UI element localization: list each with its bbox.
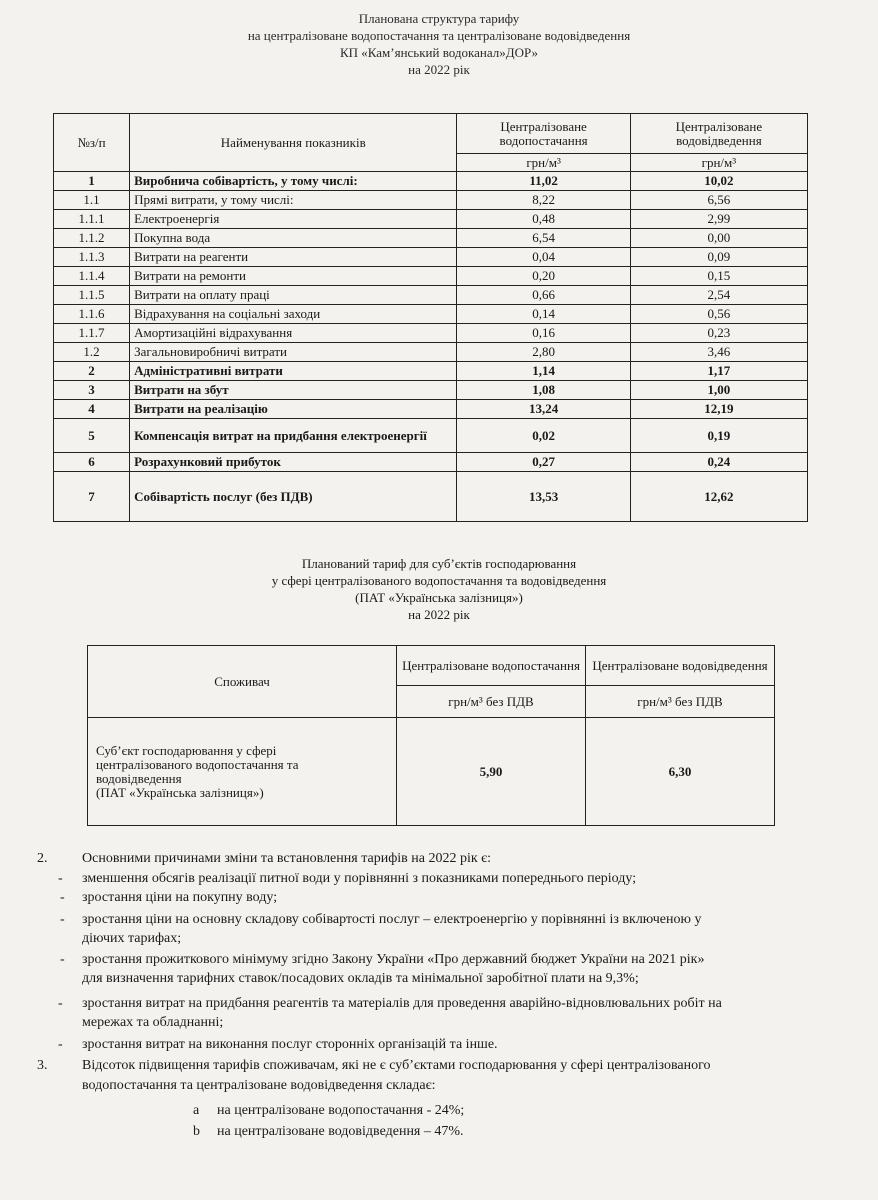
section-2-heading: Основними причинами зміни та встановлення тарифів на 2022 рік є:	[82, 851, 492, 866]
subtitle-line-1: Планований тариф для суб’єктів господарювання	[301, 556, 577, 571]
table-row	[54, 419, 808, 453]
row-name: Витрати на реалізацію	[130, 400, 457, 419]
row-number: 1	[54, 172, 130, 191]
table-row	[54, 362, 808, 381]
row-water-value: 0,27	[457, 453, 630, 472]
row-sewer-value: 0,09	[630, 248, 807, 267]
section-3-line-1: Відсоток підвищення тарифів споживачам, які не є суб’єктами господарювання у сфері централізованого	[82, 1058, 711, 1073]
reason-item-continued: діючих тарифах;	[82, 931, 182, 946]
table-row	[54, 229, 808, 248]
row-number: 1.1.5	[54, 286, 130, 305]
row-name: Електроенергія	[130, 210, 457, 229]
item-a-label: a	[193, 1103, 200, 1118]
consumer-line-4: (ПАТ «Українська залізниця»)	[96, 784, 264, 800]
row-water-value: 0,66	[457, 286, 630, 305]
row-water-value: 6,54	[457, 229, 630, 248]
col-header-sewer: Централізоване водовідведення	[630, 114, 807, 154]
col-header-water: Централізоване водопостачання	[397, 646, 586, 686]
row-water-value: 1,08	[457, 381, 630, 400]
row-name: Витрати на реагенти	[130, 248, 457, 267]
row-sewer-value: 1,17	[630, 362, 807, 381]
unit-sewer: грн/м³	[630, 154, 807, 172]
row-sewer-value: 6,56	[630, 191, 807, 210]
row-number: 3	[54, 381, 130, 400]
row-name: Амортизаційні відрахування	[130, 324, 457, 343]
unit-sewer: грн/м³ без ПДВ	[586, 686, 775, 718]
table-row	[54, 381, 808, 400]
row-number: 4	[54, 400, 130, 419]
row-water-value: 2,80	[457, 343, 630, 362]
col-header-water: Централізоване водопостачання	[457, 114, 630, 154]
row-sewer-value: 1,00	[630, 381, 807, 400]
row-name: Розрахунковий прибуток	[130, 453, 457, 472]
doc-title-line-1: Планована структура тарифу	[358, 11, 520, 26]
col-header-sewer: Централізоване водовідведення	[586, 646, 775, 686]
bullet-dash: -	[58, 996, 63, 1011]
row-name: Покупна вода	[130, 229, 457, 248]
reason-item: зростання витрат на придбання реагентів та матеріалів для проведення аварійно-відновлювальних робіт на	[82, 996, 722, 1011]
row-number: 6	[54, 453, 130, 472]
table-row	[54, 400, 808, 419]
row-number: 1.1.1	[54, 210, 130, 229]
row-name: Відрахування на соціальні заходи	[130, 305, 457, 324]
row-number: 1.1.7	[54, 324, 130, 343]
row-water-value: 0,16	[457, 324, 630, 343]
bullet-dash: -	[58, 871, 63, 886]
reason-item-continued: мережах та обладнанні;	[82, 1015, 224, 1030]
subtitle-line-4: на 2022 рік	[408, 607, 470, 622]
section-2-number: 2.	[37, 851, 48, 866]
row-name: Собівартість послуг (без ПДВ)	[130, 472, 457, 522]
row-sewer-value: 2,54	[630, 286, 807, 305]
row-sewer-value: 3,46	[630, 343, 807, 362]
item-b-text: на централізоване водовідведення – 47%.	[217, 1124, 464, 1139]
row-water-value: 0,04	[457, 248, 630, 267]
consumer-line-3: водовідведення	[96, 770, 182, 786]
col-header-consumer: Споживач	[88, 646, 397, 718]
table-row	[54, 286, 808, 305]
reason-item: зростання ціни на покупну воду;	[82, 890, 278, 905]
consumer-line-2: централізованого водопостачання та	[96, 756, 299, 772]
subtitle-line-2: у сфері централізованого водопостачання та водовідведення	[271, 573, 607, 588]
row-number: 1.1.3	[54, 248, 130, 267]
bullet-dash: -	[58, 1037, 63, 1052]
row-number: 1.1.6	[54, 305, 130, 324]
reason-item-continued: для визначення тарифних ставок/посадових окладів та мінімальної заробітної плати на 9,3%;	[82, 971, 639, 986]
sewer-tariff-value: 6,30	[586, 718, 775, 826]
row-name: Прямі витрати, у тому числі:	[130, 191, 457, 210]
table-row	[54, 191, 808, 210]
row-water-value: 0,14	[457, 305, 630, 324]
row-name: Загальновиробничі витрати	[130, 343, 457, 362]
row-name: Витрати на оплату праці	[130, 286, 457, 305]
row-sewer-value: 0,56	[630, 305, 807, 324]
tariff-structure-table	[53, 113, 808, 522]
reason-item: зростання витрат на виконання послуг сторонніх організацій та інше.	[82, 1037, 498, 1052]
table-row	[54, 324, 808, 343]
section-3-number: 3.	[37, 1058, 48, 1073]
table-row	[54, 248, 808, 267]
section-3-line-2: водопостачання та централізоване водовідведення складає:	[82, 1078, 436, 1093]
table-row	[54, 267, 808, 286]
bullet-dash: -	[60, 912, 65, 927]
unit-water: грн/м³ без ПДВ	[397, 686, 586, 718]
consumer-line-1: Суб’єкт господарювання у сфері	[96, 742, 277, 758]
row-water-value: 0,20	[457, 267, 630, 286]
row-sewer-value: 0,19	[630, 419, 807, 453]
unit-water: грн/м³	[457, 154, 630, 172]
bullet-dash: -	[60, 890, 65, 905]
item-a-text: на централізоване водопостачання - 24%;	[217, 1103, 465, 1118]
doc-title-line-2: на централізоване водопостачання та централізоване водовідведення	[247, 28, 631, 43]
table-row	[54, 472, 808, 522]
table-row	[54, 453, 808, 472]
row-sewer-value: 10,02	[630, 172, 807, 191]
planned-tariff-table	[87, 645, 775, 826]
row-sewer-value: 0,24	[630, 453, 807, 472]
row-number: 1.1	[54, 191, 130, 210]
reason-item: зростання ціни на основну складову собівартості послуг – електроенергію у порівнянні із включеною у	[82, 912, 702, 927]
row-water-value: 8,22	[457, 191, 630, 210]
table-row	[54, 305, 808, 324]
table-row	[88, 718, 775, 826]
row-water-value: 0,02	[457, 419, 630, 453]
col-header-name: Найменування показників	[130, 114, 457, 172]
table-row	[54, 172, 808, 191]
row-name: Компенсація витрат на придбання електроенергії	[130, 419, 457, 453]
row-water-value: 13,53	[457, 472, 630, 522]
doc-title-line-3: КП «Кам’янський водоканал»ДОР»	[339, 45, 539, 60]
item-b-label: b	[193, 1124, 200, 1139]
row-water-value: 0,48	[457, 210, 630, 229]
row-number: 2	[54, 362, 130, 381]
water-tariff-value: 5,90	[397, 718, 586, 826]
reason-item: зростання прожиткового мінімуму згідно Закону України «Про державний бюджет України на 2021 рік»	[82, 952, 705, 967]
row-number: 5	[54, 419, 130, 453]
bullet-dash: -	[60, 952, 65, 967]
row-sewer-value: 0,23	[630, 324, 807, 343]
table-row	[54, 210, 808, 229]
row-number: 1.1.4	[54, 267, 130, 286]
row-name: Виробнича собівартість, у тому числі:	[130, 172, 457, 191]
row-name: Адміністративні витрати	[130, 362, 457, 381]
row-sewer-value: 0,15	[630, 267, 807, 286]
col-header-number: №з/п	[54, 114, 130, 172]
doc-title-line-4: на 2022 рік	[408, 62, 470, 77]
row-water-value: 13,24	[457, 400, 630, 419]
row-name: Витрати на ремонти	[130, 267, 457, 286]
row-sewer-value: 12,62	[630, 472, 807, 522]
row-water-value: 11,02	[457, 172, 630, 191]
subtitle-line-3: (ПАТ «Українська залізниця»)	[355, 590, 523, 605]
row-water-value: 1,14	[457, 362, 630, 381]
row-sewer-value: 2,99	[630, 210, 807, 229]
row-name: Витрати на збут	[130, 381, 457, 400]
row-number: 1.2	[54, 343, 130, 362]
consumer-name	[88, 718, 397, 826]
row-sewer-value: 12,19	[630, 400, 807, 419]
reason-item: зменшення обсягів реалізації питної води у порівнянні з показниками попереднього періоду;	[82, 871, 637, 886]
row-number: 7	[54, 472, 130, 522]
table-row	[54, 343, 808, 362]
row-sewer-value: 0,00	[630, 229, 807, 248]
row-number: 1.1.2	[54, 229, 130, 248]
